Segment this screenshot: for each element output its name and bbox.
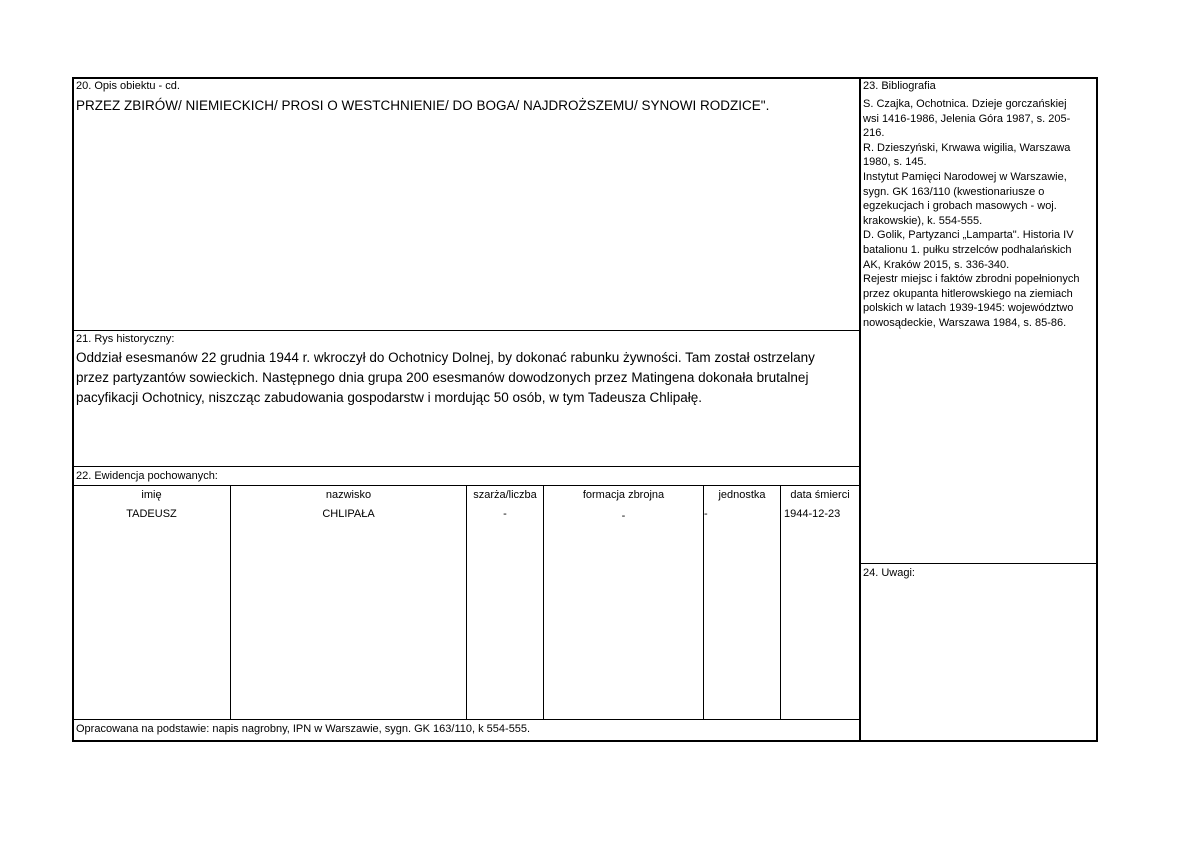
history-line: pacyfikacji Ochotnicy, niszcząc zabudowania gospodarstw i mordując 50 osób, w tym Tadeusza Chlipałę. xyxy=(76,390,703,405)
section-20-text: PRZEZ ZBIRÓW/ NIEMIECKICH/ PROSI O WESTCHNIENIE/ DO BOGA/ NAJDROŻSZEMU/ SYNOWI RODZICE". xyxy=(76,98,770,113)
bibliography-line: krakowskie), k. 554-555. xyxy=(863,214,983,227)
bibliography-line: wsi 1416-1986, Jelenia Góra 1987, s. 205- xyxy=(863,112,1071,125)
header-szarza: szarża/liczba xyxy=(473,489,537,501)
bibliography-line: R. Dzieszyński, Krwawa wigilia, Warszawa xyxy=(863,141,1071,154)
bibliography-list xyxy=(863,97,1095,331)
header-nazwisko: nazwisko xyxy=(325,489,372,501)
bibliography-line: 216. xyxy=(863,127,885,140)
cell-formacja: - xyxy=(621,510,626,522)
bibliography-line: S. Czajka, Ochotnica. Dzieje gorczańskiej xyxy=(863,98,1067,110)
cell-nazwisko: CHLIPAŁA xyxy=(322,508,375,520)
source-footer: Opracowana na podstawie: napis nagrobny, IPN w Warszawie, sygn. GK 163/110, k 554-555. xyxy=(76,723,531,735)
bibliography-line: Rejestr miejsc i faktów zbrodni popełnionych xyxy=(863,273,1080,286)
bibliography-line: polskich w latach 1939-1945: województwo xyxy=(863,302,1074,315)
column-divider xyxy=(859,77,861,742)
bibliography-line: AK, Kraków 2015, s. 336-340. xyxy=(863,258,1010,271)
bibliography-line: sygn. GK 163/110 (kwestionariusze o xyxy=(863,185,1045,198)
section-21-text xyxy=(76,348,815,408)
header-data-smierci: data śmierci xyxy=(790,489,850,501)
bibliography-line: Instytut Pamięci Narodowej w Warszawie, xyxy=(863,170,1067,183)
divider-footer xyxy=(72,719,860,720)
section-23-label: 23. Bibliografia xyxy=(863,80,936,92)
col-sep xyxy=(780,485,781,719)
divider-20-21 xyxy=(72,330,860,331)
section-24-label: 24. Uwagi: xyxy=(863,567,915,579)
bibliography-line: batalionu 1. pułku strzelców podhalańskich xyxy=(863,243,1072,256)
bibliography-line: D. Golik, Partyzanci „Lamparta". Historia IV xyxy=(863,229,1074,242)
cell-imie: TADEUSZ xyxy=(126,508,177,520)
section-20-label: 20. Opis obiektu - cd. xyxy=(76,80,180,92)
divider-23-24 xyxy=(860,563,1098,564)
cell-szarza: - xyxy=(503,508,507,520)
cell-data-smierci: 1944-12-23 xyxy=(784,508,841,520)
history-line: przez partyzantów sowieckich. Następnego dnia grupa 200 esesmanów dowodzonych przez Matingena dokonała brutalnej xyxy=(76,370,809,385)
section-22-label: 22. Ewidencja pochowanych: xyxy=(76,470,218,482)
divider-21-22 xyxy=(72,466,860,467)
header-jednostka: jednostka xyxy=(718,489,766,501)
bibliography-line: nowosądeckie, Warszawa 1984, s. 85-86. xyxy=(863,316,1067,329)
bibliography-line: 1980, s. 145. xyxy=(863,156,927,169)
header-formacja: formacja zbrojna xyxy=(582,489,665,501)
header-imie: imię xyxy=(141,489,162,501)
history-line: Oddział esesmanów 22 grudnia 1944 r. wkroczył do Ochotnicy Dolnej, by dokonać rabunku żywności. Tam został ostrzelany xyxy=(76,350,815,365)
bibliography-line: przez okupanta hitlerowskiego na ziemiach xyxy=(863,287,1073,300)
cell-jednostka: - xyxy=(704,508,708,520)
section-21-label: 21. Rys historyczny: xyxy=(76,333,175,345)
bibliography-line: egzekucjach i grobach masowych - woj. xyxy=(863,200,1057,213)
